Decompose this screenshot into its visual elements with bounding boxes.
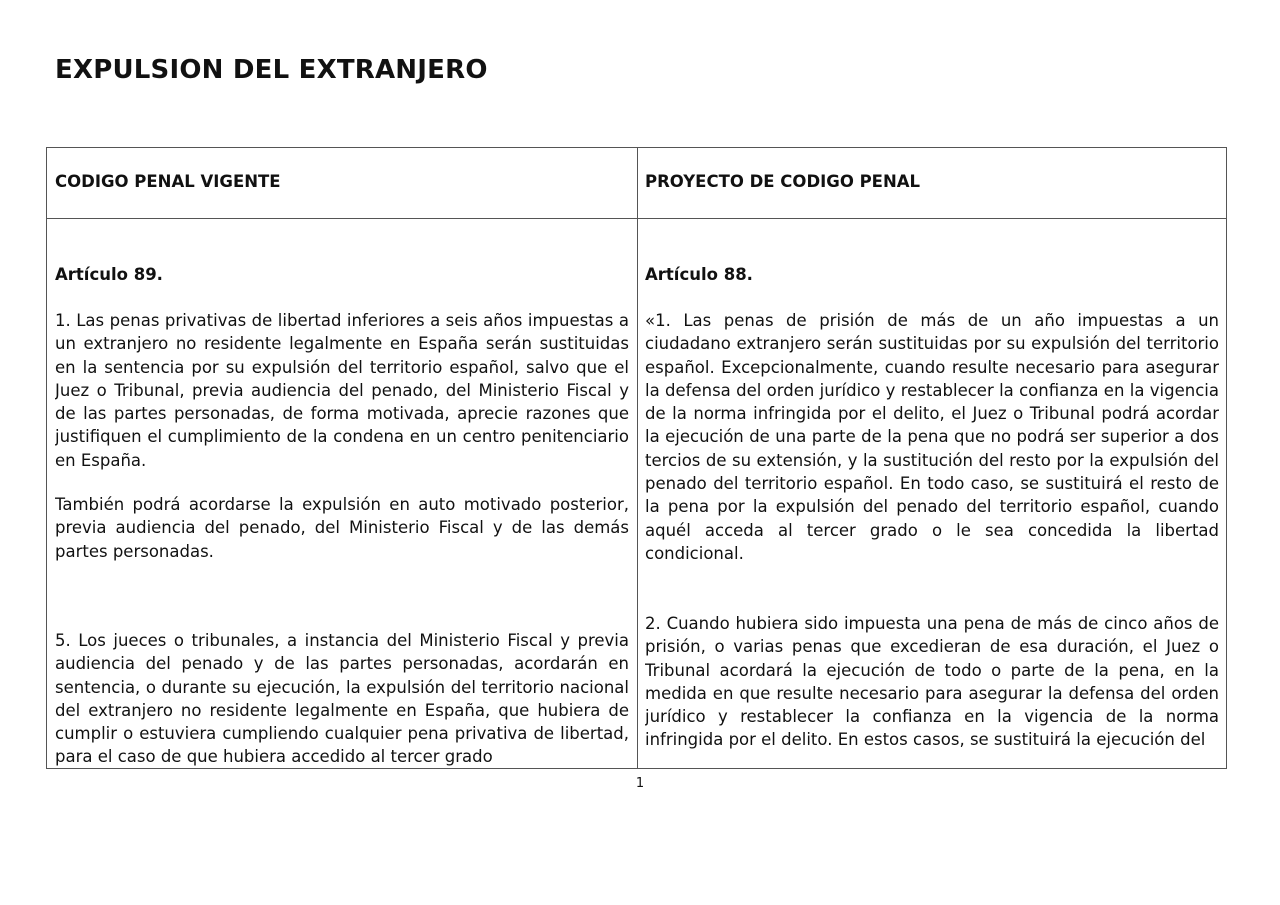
paragraph-current-2: También podrá acordarse la expulsión en auto motivado posterior, previa audiencia del penado, del Ministerio Fiscal y de las demás partes personadas. <box>55 495 629 561</box>
paragraph-current-3: 5. Los jueces o tribunales, a instancia del Ministerio Fiscal y previa audiencia del penado y de las partes personadas, acordarán en sentencia, o durante su ejecución, la expulsión del territorio nacional del extranjero no residente legalmente en España, que hubiera de cumplir o estuviera cumpliendo cualquier pena privativa de libertad, para el caso de que hubiera accedido al tercer grado <box>55 631 629 767</box>
column-header-current-code: CODIGO PENAL VIGENTE <box>55 172 281 191</box>
page-title: EXPULSION DEL EXTRANJERO <box>55 55 488 85</box>
paragraph-draft-1: «1. Las penas de prisión de más de un año impuestas a un ciudadano extranjero serán sustituidas por su expulsión del territorio español. Excepcionalmente, cuando resulte necesario para asegurar la defensa del orden jurídico y restablecer la confianza en la vigencia de la norma infringida por el delito, el Juez o Tribunal podrá acordar la ejecución de una parte de la pena que no podrá ser superior a dos tercios de su extensión, y la sustitución del resto por la expulsión del penado del territorio español. En todo caso, se sustituirá el resto de la pena por la expulsión del penado del territorio español, cuando aquél acceda al tercer grado o le sea concedida la libertad condicional. <box>645 311 1219 563</box>
article-title-current: Artículo 89. <box>55 265 163 284</box>
page-number: 1 <box>635 776 645 791</box>
column-divider <box>637 148 638 768</box>
column-header-draft-code: PROYECTO DE CODIGO PENAL <box>645 172 921 191</box>
paragraph-draft-2: 2. Cuando hubiera sido impuesta una pena de más de cinco años de prisión, o varias penas que excedieran de esa duración, el Juez o Tribunal acordará la ejecución de todo o parte de la pena, en la medida en que resulte necesario para asegurar la defensa del orden jurídico y restablecer la confianza en la vigencia de la norma infringida por el delito. En estos casos, se sustituirá la ejecución del <box>645 614 1219 750</box>
cell-draft-code <box>645 219 1219 768</box>
cell-current-code <box>55 219 629 768</box>
paragraph-current-1: 1. Las penas privativas de libertad inferiores a seis años impuestas a un extranjero no residente legalmente en España serán sustituidas en la sentencia por su expulsión del territorio español, salvo que el Juez o Tribunal, previa audiencia del penado, del Ministerio Fiscal y de las partes personadas, de forma motivada, aprecie razones que justifiquen el cumplimiento de la condena en un centro penitenciario en España. <box>55 311 629 470</box>
comparison-table <box>46 147 1227 769</box>
article-title-draft: Artículo 88. <box>645 265 753 284</box>
